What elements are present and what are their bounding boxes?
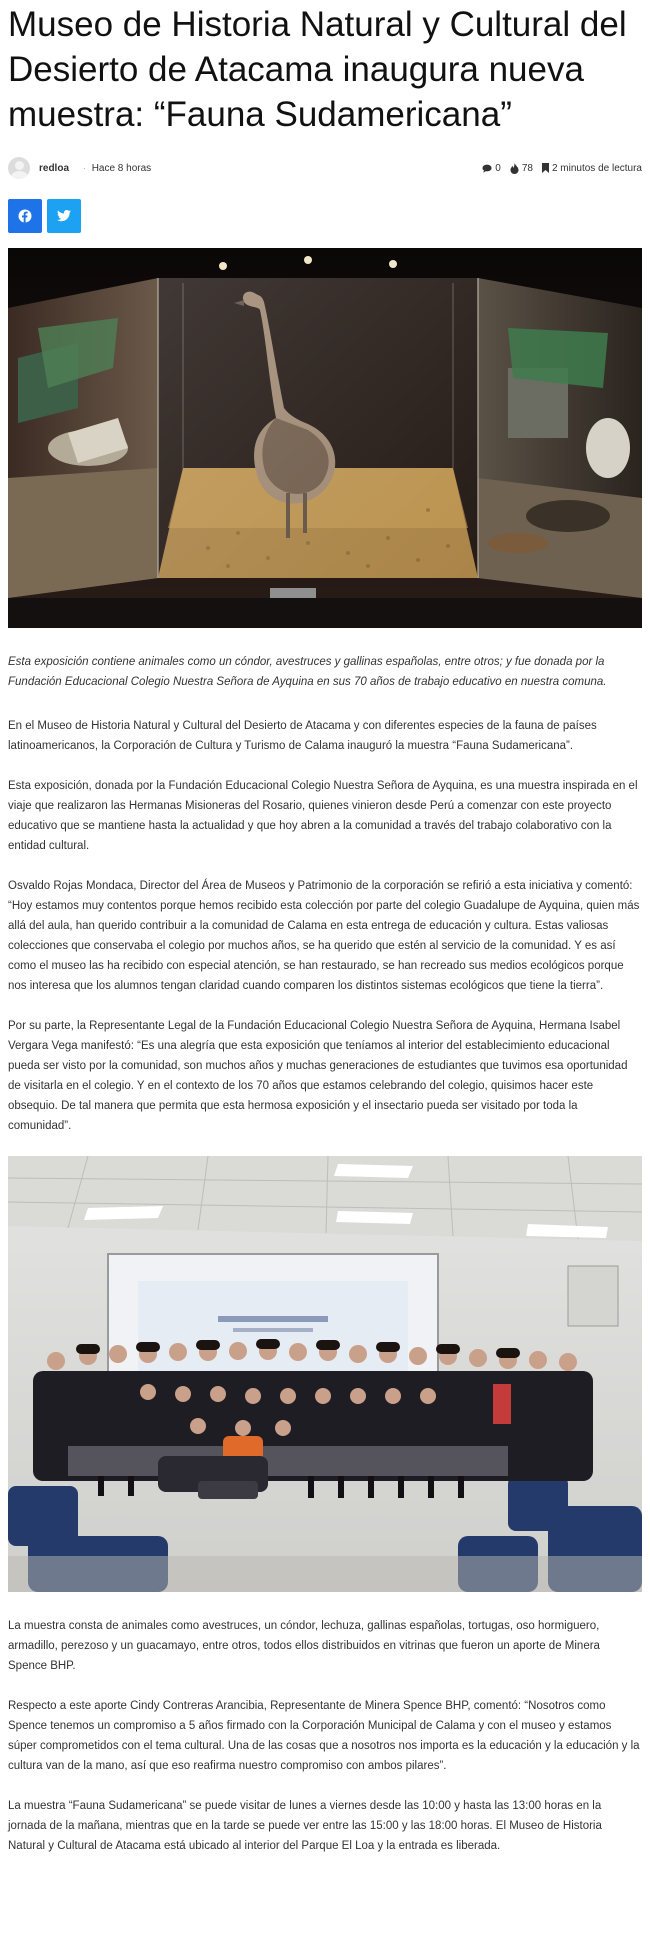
article-paragraph: Esta exposición, donada por la Fundación Educacional Colegio Nuestra Señora de Ayquina, es una muestra inspirada en el viaje que realizaron las Hermanas Misioneras del Rosario, quienes vinieron desde Perú a comenzar con este proyecto educativo que se mantiene hasta la actualidad y que hoy abren a la comunidad a través del trabajo colaborativo con la entidad cultural.	[8, 780, 638, 852]
reading-time	[542, 163, 642, 174]
meta-left	[8, 157, 151, 179]
separator-dot: ·	[83, 163, 86, 173]
bookmark-icon	[542, 163, 549, 173]
article-paragraph: La muestra “Fauna Sudamericana” se puede visitar de lunes a viernes desde las 10:00 y hasta las 13:00 horas en la jornada de la mañana, mientras que en la tarde se puede ver entre las 15:00 y las 18:00 horas. El Museo de Historia Natural y Cultural de Atacama está ubicado al interior del Parque El Loa y la entrada es liberada.	[8, 1800, 602, 1852]
article-paragraph: Por su parte, la Representante Legal de la Fundación Educacional Colegio Nuestra Señora de Ayquina, Hermana Isabel Vergara Vega manifestó: “Es una alegría que esta exposición que teníamos al interior del establecimiento educacional pueda ser visto por la comunidad, son muchos años y muchas generaciones de estudiantes que tuvimos esa oportunidad de visitarla en el colegio. Y en el contexto de los 70 años que estamos celebrando del colegio, quisimos hacer este obsequio. De tal manera que permita que esta hermosa exposición y el insectario pueda ser visitado por toda la comunidad”.	[8, 1020, 628, 1132]
author-link[interactable]: redloa	[39, 162, 70, 174]
exhibit-photo	[8, 248, 642, 628]
twitter-share-button[interactable]	[47, 199, 81, 233]
article-paragraph: En el Museo de Historia Natural y Cultural del Desierto de Atacama y con diferentes especies de la fauna de países latinoamericanos, la Corporación de Cultura y Turismo de Calama inauguró la muestra “Fauna Sudamericana”.	[8, 720, 597, 752]
fire-icon	[510, 163, 519, 174]
exhibit-illustration	[8, 248, 642, 628]
reading-time-value: 2 minutos de lectura	[551, 162, 642, 174]
share-buttons	[8, 199, 642, 233]
facebook-share-button[interactable]	[8, 199, 42, 233]
article-meta	[8, 155, 642, 181]
facebook-icon	[18, 209, 32, 223]
group-photo	[8, 1156, 642, 1592]
photo-caption: Esta exposición contiene animales como un cóndor, avestruces y gallinas españolas, entre otros; y fue donada por la Fundación Educacional Colegio Nuestra Señora de Ayquina en sus 70 años de trabajo educativo en nuestra comuna.	[8, 656, 607, 688]
comment-icon	[482, 164, 492, 173]
comments-value: 0	[495, 162, 501, 174]
avatar-icon[interactable]	[8, 157, 30, 179]
twitter-icon	[57, 210, 71, 222]
article-paragraph: La muestra consta de animales como avestruces, un cóndor, lechuza, gallinas españolas, tortugas, oso hormiguero, armadillo, perezoso y un guacamayo, entre otros, todos ellos distribuidos en vitrinas que fueron un aporte de Minera Spence BHP.	[8, 1620, 600, 1672]
meta-right	[473, 163, 642, 174]
comments-count[interactable]	[482, 163, 501, 174]
views-value: 78	[521, 162, 533, 174]
post-time: Hace 8 horas	[91, 162, 152, 174]
views-count	[510, 163, 533, 174]
group-illustration	[8, 1156, 642, 1592]
article-title: Museo de Historia Natural y Cultural del Desierto de Atacama inaugura nueva muestra: “Fauna Sudamericana”	[8, 5, 627, 134]
article-paragraph: Osvaldo Rojas Mondaca, Director del Área de Museos y Patrimonio de la corporación se refirió a esta iniciativa y comentó: “Hoy estamos muy contentos porque hemos recibido esta colección por parte del colegio Guadalupe de Ayquina, quien más allá del aula, han querido contribuir a la comunidad de Calama en esta entrega de educación y cultura. Estas valiosas colecciones que conservaba el colegio por muchos años, se ha querido que estén al servicio de la comunidad. Y es así como el museo las ha recibido con especial atención, se han restaurado, se han recreado sus medios ecológicos porque nos interesa que los alumnos tengan claridad cuando comparen los distintos sistemas ecológicos que tiene la tierra”.	[8, 880, 640, 992]
article-paragraph: Respecto a este aporte Cindy Contreras Arancibia, Representante de Minera Spence BHP, comentó: “Nosotros como Spence tenemos un compromiso a 5 años firmado con la Corporación Municipal de Calama y con el museo y estamos súper comprometidos con el tema cultural. Una de las cosas que a nosotros nos importa es la educación y la educación y la cultura van de la mano, así que eso reafirma nuestro compromiso con ambos pilares”.	[8, 1700, 640, 1772]
